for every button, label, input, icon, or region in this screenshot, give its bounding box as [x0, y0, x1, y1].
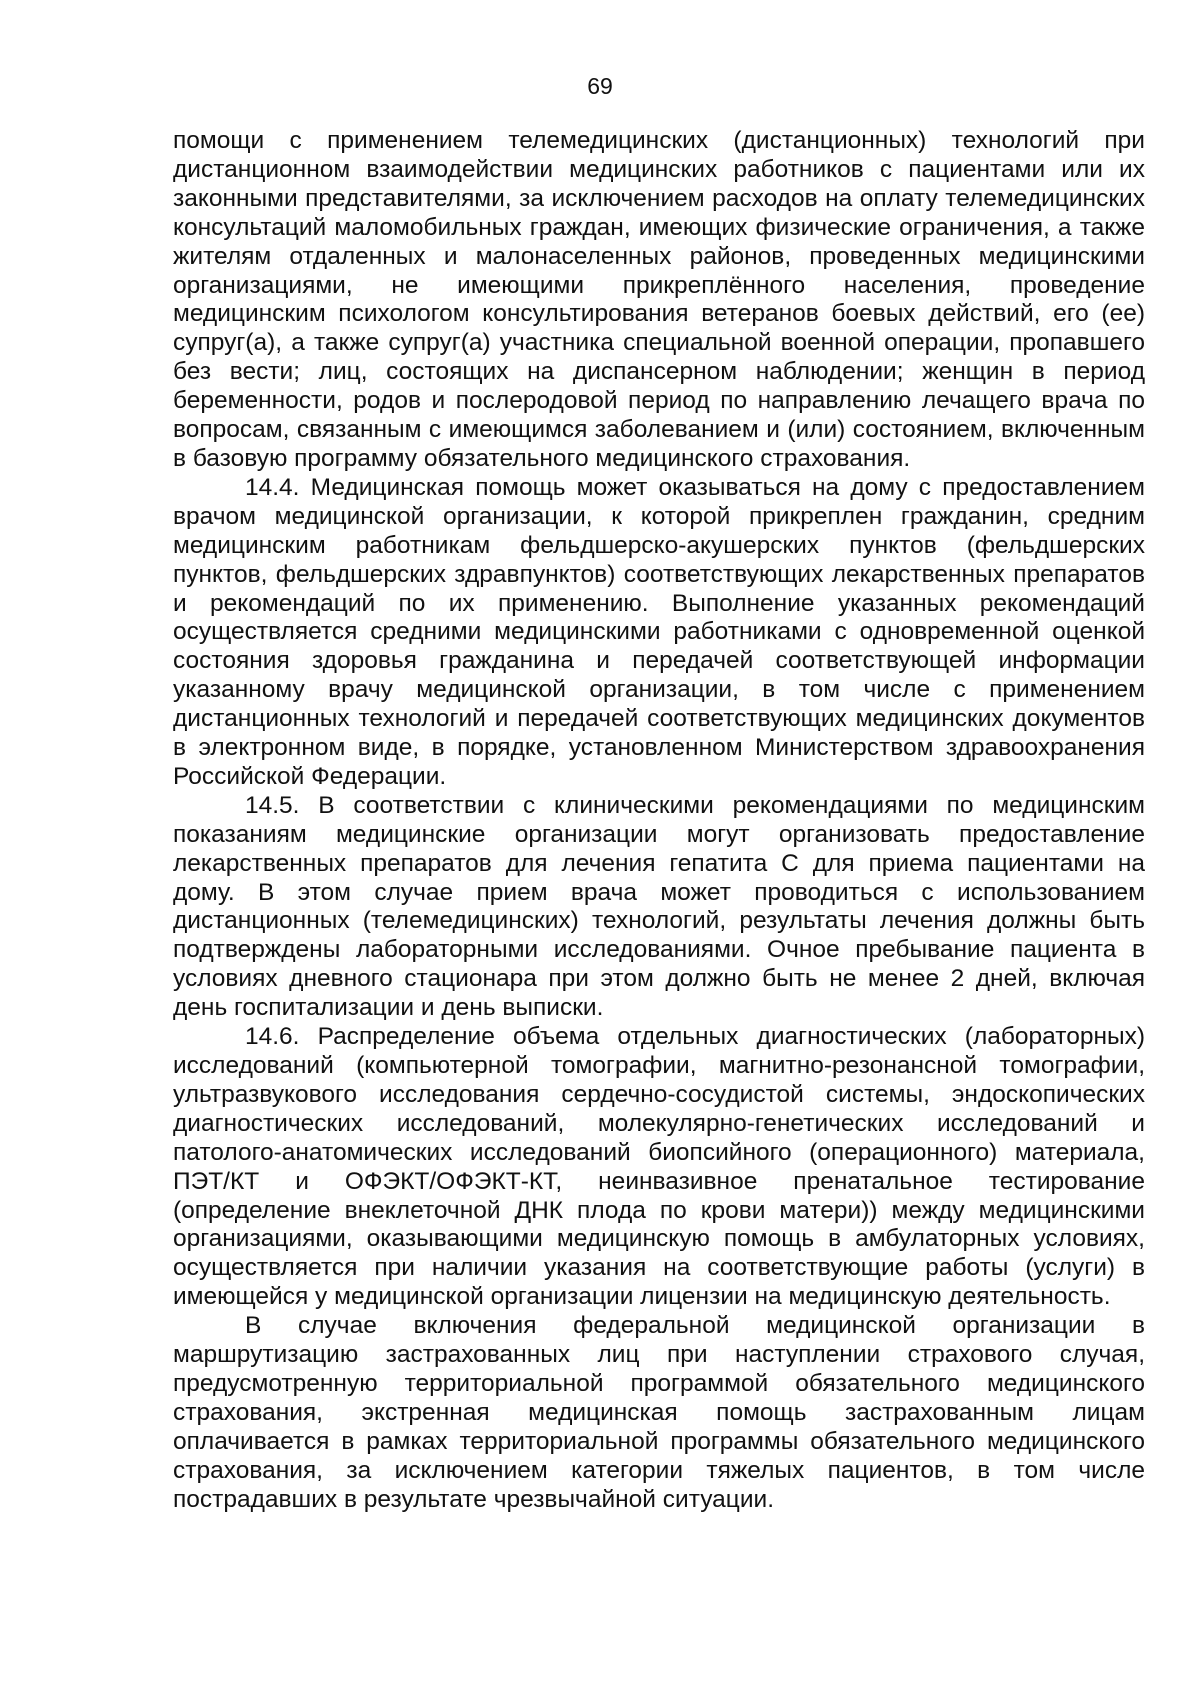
- page-number: 69: [587, 73, 613, 99]
- paragraph-14-4: 14.4. Медицинская помощь может оказываться на дому с предоставлением врачом медицинской организации, к которой прикреплен гражданин, средним медицинским работникам фельдшерско-акушерских пунктов (фельдшерских пунктов, фельдшерских здравпунктов) соответствующих лекарственных препаратов и рекомендаций по их применению. Выполнение указанных рекомендаций осуществляется средними медицинскими работниками с одновременной оценкой состояния здоровья гражданина и передачей соответствующей информации указанному врачу медицинской организации, в том числе с применением дистанционных технологий и передачей соответствующих медицинских документов в электронном виде, в порядке, установленном Министерством здравоохранения Российской Федерации.: [173, 473, 1145, 790]
- paragraph-federal-organization: В случае включения федеральной медицинской организации в маршрутизацию застрахованных лиц при наступлении страхового случая, предусмотренную территориальной программой обязательного медицинского страхования, экстренная медицинская помощь застрахованным лицам оплачивается в рамках территориальной программы обязательного медицинского страхования, за исключением категории тяжелых пациентов, в том числе пострадавших в результате чрезвычайной ситуации.: [173, 1312, 1145, 1513]
- paragraph-14-6: 14.6. Распределение объема отдельных диагностических (лабораторных) исследований (компьютерной томографии, магнитно-резонансной томографии, ультразвукового исследования сердечно-сосудистой системы, эндоскопических диагностических исследований, молекулярно-генетических исследований и патолого-анатомических исследований биопсийного (операционного) материала, ПЭТ/КТ и ОФЭКТ/ОФЭКТ-КТ, неинвазивное пренатальное тестирование (определение внеклеточной ДНК плода по крови матери)) между медицинскими организациями, оказывающими медицинскую помощь в амбулаторных условиях, осуществляется при наличии указания на соответствующие работы (услуги) в имеющейся у медицинской организации лицензии на медицинскую деятельность.: [173, 1023, 1145, 1311]
- paragraph-14-5: 14.5. В соответствии с клиническими рекомендациями по медицинским показаниям медицинские организации могут организовать предоставление лекарственных препаратов для лечения гепатита С для приема пациентами на дому. В этом случае прием врача может проводиться с использованием дистанционных (телемедицинских) технологий, результаты лечения должны быть подтверждены лабораторными исследованиями. Очное пребывание пациента в условиях дневного стационара при этом должно быть не менее 2 дней, включая день госпитализации и день выписки.: [173, 791, 1145, 1022]
- document-body: [173, 127, 1145, 1515]
- paragraph-continuation: помощи с применением телемедицинских (дистанционных) технологий при дистанционном взаимодействии медицинских работников с пациентами или их законными представителями, за исключением расходов на оплату телемедицинских консультаций маломобильных граждан, имеющих физические ограничения, а также жителям отдаленных и малонаселенных районов, проведенных медицинскими организациями, не имеющими прикреплённого населения, проведение медицинским психологом консультирования ветеранов боевых действий, его (ее) супруг(а), а также супруг(а) участника специальной военной операции, пропавшего без вести; лиц, состоящих на диспансерном наблюдении; женщин в период беременности, родов и послеродовой период по направлению лечащего врача по вопросам, связанным с имеющимся заболеванием и (или) состоянием, включенным в базовую программу обязательного медицинского страхования.: [173, 127, 1145, 472]
